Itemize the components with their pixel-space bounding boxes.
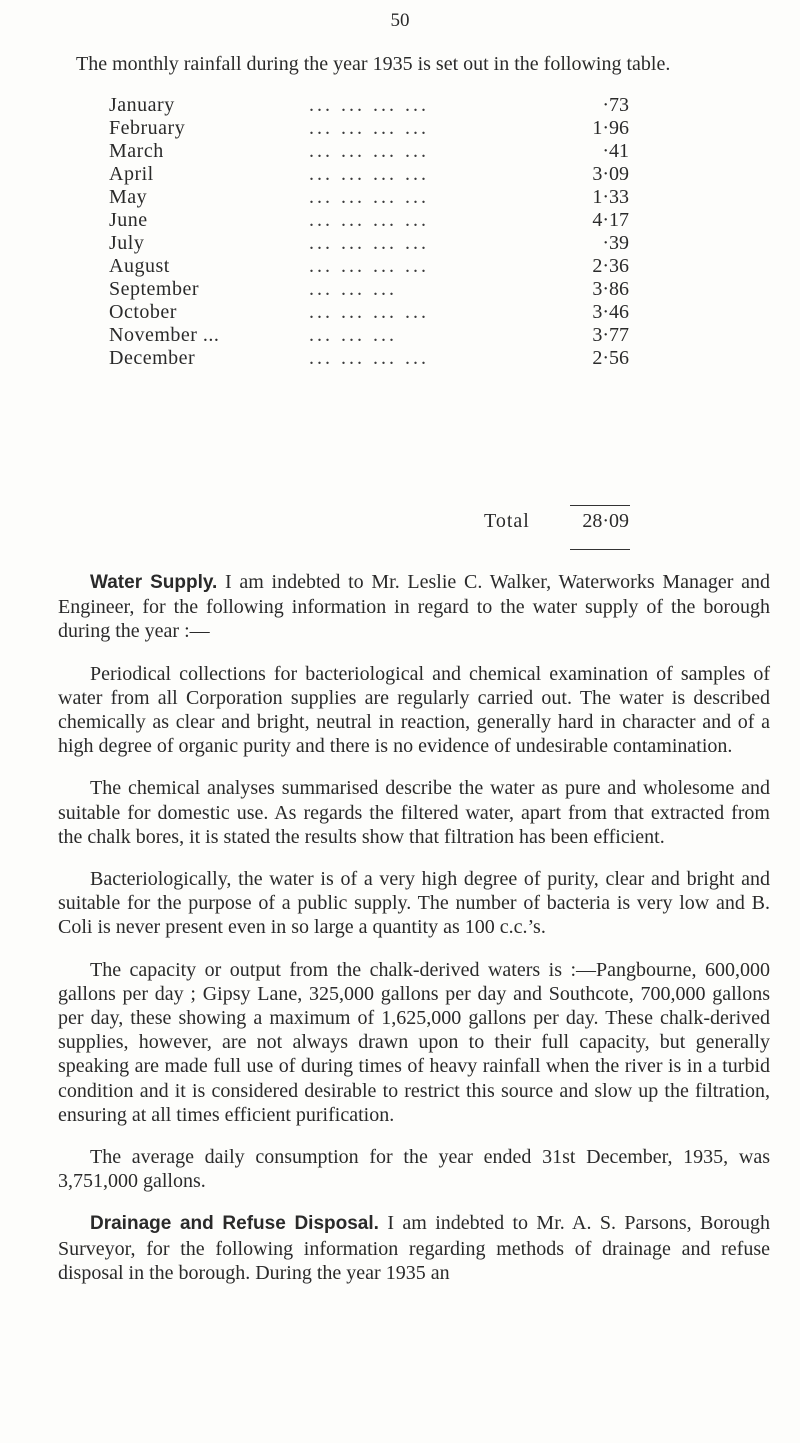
water-paragraph-2: The chemical analyses summarised describe the water as pure and wholesome and suitable for domestic use. As regards the filtered water, apart from that extracted from the chalk bores, it is stated the results show that filtration has been efficient. [58, 777, 770, 848]
month-label: May [109, 186, 148, 208]
page-number: 50 [390, 10, 410, 31]
rainfall-amount: 3·09 [592, 163, 629, 185]
total-value: 28·09 [582, 510, 629, 532]
month-label: December [109, 347, 196, 369]
rainfall-row [109, 186, 629, 209]
rainfall-row [109, 324, 629, 347]
dot-leader: ... ... ... [309, 324, 397, 346]
rainfall-row [109, 347, 629, 370]
water-supply-intro: I am indebted to Mr. Leslie C. Walker, Waterworks Manager and Engineer, for the following information in regard to the water supply of the borough during the year :— [58, 571, 770, 643]
rainfall-table [109, 94, 629, 370]
water-paragraph-3: Bacteriologically, the water is of a very high degree of purity, clear and bright and suitable for the purpose of a public supply. The number of bacteria is very low and B. Coli is never present even in so large a quantity as 100 c.c.’s. [58, 868, 770, 939]
water-paragraph-4: The capacity or output from the chalk-derived waters is :—Pangbourne, 600,000 gallons per day ; Gipsy Lane, 325,000 gallons per day and Southcote, 700,000 gallons per day, these showing a maximum of 1,625,000 gallons per day. These chalk-derived supplies, however, are not always drawn upon to their full capacity, but generally speaking are made full use of during times of heavy rainfall when the river is in a turbid condition and it is considered desirable to restrict this source and slow up the filtration, ensuring at all times efficient purification. [58, 958, 770, 1126]
month-label: July [109, 232, 145, 254]
month-label: October [109, 301, 177, 323]
rainfall-total-row [109, 510, 629, 536]
rainfall-row [109, 255, 629, 278]
dot-leader: ... ... ... ... [309, 232, 429, 254]
rainfall-amount: 3·86 [592, 278, 629, 300]
dot-leader: ... ... ... ... [309, 186, 429, 208]
rainfall-amount: 1·33 [592, 186, 629, 208]
rainfall-row [109, 140, 629, 163]
total-rule-bottom [570, 549, 630, 550]
water-paragraph-1: Periodical collections for bacteriological and chemical examination of samples of water from all Corporation supplies are regularly carried out. The water is described chemically as clear and bright, neutral in reaction, generally hard in character and of a high degree of organic purity and there is no evidence of undesirable contamination. [58, 662, 770, 758]
month-label: September [109, 278, 200, 300]
rainfall-amount: ·73 [602, 94, 629, 116]
dot-leader: ... ... ... ... [309, 301, 429, 323]
dot-leader: ... ... ... ... [309, 163, 429, 185]
water-supply-paragraph [58, 570, 770, 644]
month-label: January [109, 94, 175, 116]
dot-leader: ... ... ... ... [309, 117, 429, 139]
rainfall-row [109, 117, 629, 140]
water-supply-heading: Water Supply. [90, 572, 218, 593]
rainfall-row [109, 278, 629, 301]
dot-leader: ... ... ... ... [309, 209, 429, 231]
total-label: Total [484, 510, 530, 532]
total-rule-top [570, 505, 630, 506]
rainfall-row [109, 209, 629, 232]
body-text [58, 570, 770, 1303]
month-label: June [109, 209, 148, 231]
month-label: August [109, 255, 170, 277]
rainfall-amount: ·41 [602, 140, 629, 162]
drainage-paragraph [58, 1211, 770, 1285]
rainfall-amount: 3·77 [592, 324, 629, 346]
rainfall-row [109, 232, 629, 255]
dot-leader: ... ... ... ... [309, 255, 429, 277]
dot-leader: ... ... ... ... [309, 140, 429, 162]
rainfall-row [109, 163, 629, 186]
water-paragraph-5: The average daily consumption for the year ended 31st December, 1935, was 3,751,000 gallons. [58, 1146, 770, 1193]
drainage-text: I am indebted to Mr. A. S. Parsons, Borough Surveyor, for the following information regarding methods of drainage and refuse disposal in the borough. During the year 1935 an [58, 1212, 771, 1284]
rainfall-amount: 2·56 [592, 347, 629, 369]
rainfall-row [109, 94, 629, 117]
rainfall-amount: ·39 [602, 232, 629, 254]
rainfall-amount: 4·17 [592, 209, 629, 231]
dot-leader: ... ... ... ... [309, 347, 429, 369]
month-label: November ... [109, 324, 220, 346]
rainfall-row [109, 301, 629, 324]
dot-leader: ... ... ... [309, 278, 397, 300]
rainfall-amount: 2·36 [592, 255, 629, 277]
rainfall-amount: 1·96 [592, 117, 629, 139]
rainfall-amount: 3·46 [592, 301, 629, 323]
rainfall-intro: The monthly rainfall during the year 1935 is set out in the following table. [76, 53, 671, 75]
month-label: March [109, 140, 164, 162]
month-label: February [109, 117, 186, 139]
dot-leader: ... ... ... ... [309, 94, 429, 116]
month-label: April [109, 163, 154, 185]
drainage-heading: Drainage and Refuse Disposal. [90, 1213, 379, 1235]
